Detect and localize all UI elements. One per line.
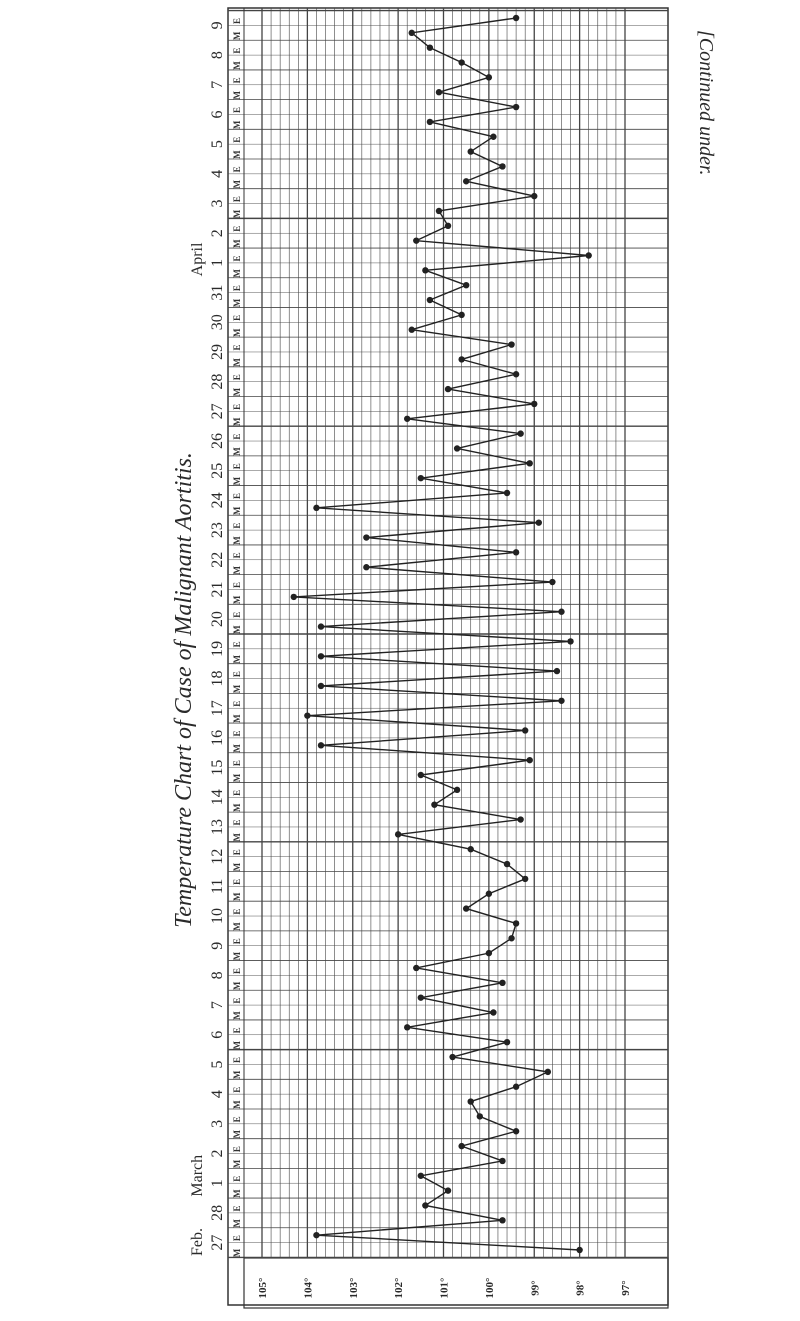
reading-label: M	[232, 1189, 242, 1198]
reading-label: M	[232, 328, 242, 337]
morning-point	[418, 475, 424, 481]
morning-point	[318, 623, 324, 629]
temperature-tick-label: 99°	[529, 1280, 542, 1296]
reading-label: E	[232, 819, 242, 826]
day-label: 4	[209, 169, 226, 178]
morning-point	[490, 1009, 496, 1015]
day-label: 23	[209, 522, 226, 539]
reading-label: M	[232, 684, 242, 694]
reading-label: E	[232, 641, 242, 648]
reading-label: M	[232, 803, 242, 812]
reading-label: E	[232, 196, 242, 203]
evening-point	[427, 44, 433, 50]
continued-note: [Continued under.	[695, 30, 717, 176]
month-label: April	[189, 242, 206, 277]
morning-point	[468, 1098, 474, 1104]
morning-point	[318, 683, 324, 689]
morning-point	[427, 119, 433, 125]
evening-point	[422, 1202, 428, 1208]
day-label: 3	[209, 199, 226, 208]
reading-label: E	[232, 166, 242, 173]
day-label: 29	[209, 343, 226, 360]
reading-label: M	[232, 833, 242, 842]
reading-label: M	[232, 536, 242, 545]
day-label: 2	[209, 229, 226, 238]
morning-point	[291, 594, 297, 600]
reading-label: E	[232, 255, 242, 262]
reading-label: E	[232, 730, 242, 737]
morning-point	[445, 1187, 451, 1193]
reading-label: E	[232, 225, 242, 232]
temperature-tick-label: 102°	[393, 1277, 406, 1299]
day-label: 8	[209, 971, 226, 980]
evening-point	[558, 698, 564, 704]
evening-point	[499, 163, 505, 169]
reading-label: M	[232, 892, 242, 902]
day-label: 6	[209, 1030, 226, 1039]
temperature-tick-label: 100°	[483, 1277, 496, 1299]
morning-point	[395, 831, 401, 837]
evening-point	[458, 1143, 464, 1149]
evening-point	[404, 1024, 410, 1030]
morning-point	[499, 980, 505, 986]
morning-point	[458, 59, 464, 65]
morning-point	[313, 505, 319, 511]
reading-label: E	[232, 849, 242, 856]
reading-label: M	[232, 1219, 242, 1228]
reading-label: E	[232, 997, 242, 1004]
reading-label: E	[232, 938, 242, 945]
day-label: 21	[209, 581, 226, 598]
evening-point	[504, 490, 510, 496]
day-label: 30	[209, 314, 226, 331]
evening-point	[513, 549, 519, 555]
reading-label: M	[232, 239, 242, 248]
reading-label: E	[232, 17, 242, 25]
day-label: 12	[209, 848, 226, 865]
day-label: 24	[209, 492, 226, 509]
day-label: 7	[209, 1001, 226, 1010]
chart-grid	[228, 8, 668, 1308]
day-label: 11	[209, 878, 226, 895]
reading-label: E	[232, 1146, 242, 1153]
day-label: 9	[209, 941, 226, 950]
reading-label: E	[232, 789, 242, 796]
reading-label: M	[232, 476, 242, 486]
reading-label: M	[232, 951, 242, 961]
evening-point	[486, 74, 492, 80]
day-label: 7	[209, 80, 226, 89]
reading-label: M	[232, 61, 242, 70]
evening-point	[508, 341, 514, 347]
reading-row	[232, 18, 242, 1257]
morning-point	[431, 801, 437, 807]
reading-label: M	[232, 1011, 242, 1020]
reading-label: M	[232, 209, 242, 219]
morning-point	[318, 742, 324, 748]
morning-point	[427, 297, 433, 303]
reading-label: E	[232, 522, 242, 529]
morning-point	[454, 445, 460, 451]
morning-point	[413, 237, 419, 243]
evening-point	[490, 134, 496, 140]
day-label: 5	[209, 140, 226, 149]
chart-title: Temperature Chart of Case of Malignant Aortitis.	[171, 452, 197, 928]
reading-label: E	[232, 1205, 242, 1212]
reading-label: E	[232, 1175, 242, 1182]
reading-label: E	[232, 344, 242, 351]
day-label: 28	[209, 373, 226, 390]
morning-point	[363, 564, 369, 570]
temperature-axis	[257, 1278, 632, 1299]
evening-point	[513, 1084, 519, 1090]
day-label: 22	[209, 551, 226, 568]
evening-point	[508, 935, 514, 941]
day-label: 5	[209, 1060, 226, 1069]
day-label: 8	[209, 51, 226, 60]
morning-point	[422, 267, 428, 273]
evening-point	[527, 460, 533, 466]
morning-point	[458, 356, 464, 362]
reading-label: E	[232, 433, 242, 440]
evening-point	[549, 579, 555, 585]
reading-label: M	[232, 180, 242, 189]
reading-label: E	[232, 1057, 242, 1064]
evening-point	[527, 757, 533, 763]
reading-label: M	[232, 625, 242, 634]
day-label: 4	[209, 1090, 226, 1099]
morning-point	[318, 653, 324, 659]
morning-point	[404, 416, 410, 422]
reading-label: E	[232, 136, 242, 143]
day-label: 10	[209, 908, 226, 925]
reading-label: M	[232, 1100, 242, 1109]
day-label: 31	[209, 284, 226, 301]
evening-point	[463, 282, 469, 288]
evening-point	[536, 519, 542, 525]
day-label: 20	[209, 611, 226, 628]
evening-point	[313, 1232, 319, 1238]
evening-point	[554, 668, 560, 674]
evening-point	[468, 846, 474, 852]
reading-label: M	[232, 595, 242, 605]
morning-point	[445, 386, 451, 392]
reading-label: E	[232, 107, 242, 114]
reading-label: E	[232, 967, 242, 974]
reading-label: E	[232, 700, 242, 707]
temperature-tick-label: 104°	[302, 1277, 315, 1299]
reading-label: M	[232, 744, 242, 753]
reading-label: E	[232, 908, 242, 915]
evening-point	[454, 787, 460, 793]
morning-point	[504, 861, 510, 867]
morning-point	[468, 148, 474, 154]
temperature-tick-label: 101°	[438, 1277, 451, 1299]
reading-label: M	[232, 31, 242, 41]
evening-point	[522, 727, 528, 733]
day-label: 15	[209, 759, 226, 776]
evening-point	[567, 638, 573, 644]
evening-point	[513, 15, 519, 21]
morning-point	[513, 1128, 519, 1134]
reading-label: E	[232, 314, 242, 321]
morning-point	[499, 1217, 505, 1223]
reading-label: M	[232, 773, 242, 783]
temperature-tick-label: 103°	[347, 1277, 360, 1299]
morning-point	[463, 178, 469, 184]
evening-point	[522, 876, 528, 882]
evening-point	[513, 104, 519, 110]
reading-label: E	[232, 582, 242, 589]
reading-label: M	[232, 1130, 242, 1139]
reading-label: E	[232, 1086, 242, 1093]
evening-point	[558, 609, 564, 615]
evening-point	[458, 312, 464, 318]
day-label: 14	[209, 789, 226, 806]
reading-label: E	[232, 374, 242, 381]
evening-point	[418, 1173, 424, 1179]
day-label: 6	[209, 110, 226, 119]
reading-label: E	[232, 285, 242, 292]
evening-point	[418, 994, 424, 1000]
reading-label: E	[232, 492, 242, 499]
morning-point	[576, 1247, 582, 1253]
morning-point	[418, 772, 424, 778]
reading-label: M	[232, 358, 242, 367]
reading-label: M	[232, 447, 242, 456]
day-label: 28	[209, 1204, 226, 1221]
reading-label: M	[232, 1070, 242, 1080]
chart-frame	[228, 8, 668, 1305]
day-label: 13	[209, 818, 226, 835]
day-label: 17	[209, 700, 226, 717]
temperature-tick-label: 98°	[574, 1280, 587, 1296]
reading-label: E	[232, 552, 242, 559]
morning-point	[409, 327, 415, 333]
evening-point	[531, 401, 537, 407]
morning-point	[499, 1158, 505, 1164]
reading-label: E	[232, 878, 242, 885]
evening-point	[586, 252, 592, 258]
morning-point	[304, 712, 310, 718]
morning-point	[486, 891, 492, 897]
evening-point	[445, 223, 451, 229]
reading-label: E	[232, 671, 242, 678]
day-label: 27	[209, 403, 226, 420]
evening-point	[517, 816, 523, 822]
morning-point	[409, 30, 415, 36]
morning-point	[486, 950, 492, 956]
morning-point	[504, 1039, 510, 1045]
day-label: 25	[209, 462, 226, 479]
morning-point	[545, 1069, 551, 1075]
reading-label: M	[232, 150, 242, 159]
reading-label: M	[232, 655, 242, 664]
temperature-tick-label: 105°	[257, 1277, 269, 1299]
day-label: 16	[209, 729, 226, 746]
evening-point	[531, 193, 537, 199]
reading-label: M	[232, 417, 242, 427]
evening-point	[513, 371, 519, 377]
day-label: 2	[209, 1149, 226, 1158]
day-label: 1	[209, 1179, 226, 1188]
reading-label: M	[232, 981, 242, 991]
morning-point	[363, 534, 369, 540]
day-label: 26	[209, 433, 226, 450]
reading-label: M	[232, 120, 242, 130]
evening-point	[463, 905, 469, 911]
reading-label: M	[232, 565, 242, 575]
reading-label: E	[232, 47, 242, 54]
reading-label: M	[232, 298, 242, 308]
reading-label: E	[232, 760, 242, 767]
reading-label: M	[232, 1159, 242, 1169]
reading-label: E	[232, 77, 242, 84]
day-label: 9	[209, 21, 226, 30]
evening-point	[413, 965, 419, 971]
morning-point	[436, 208, 442, 214]
day-label: 3	[209, 1119, 226, 1128]
day-label: 18	[209, 670, 226, 687]
reading-label: M	[232, 269, 242, 278]
reading-label: M	[232, 387, 242, 397]
reading-label: E	[232, 611, 242, 618]
evening-point	[477, 1113, 483, 1119]
reading-label: E	[232, 463, 242, 470]
reading-label: E	[232, 403, 242, 410]
day-label: 19	[209, 640, 226, 657]
reading-label: M	[232, 714, 242, 723]
temperature-tick-label: 97°	[620, 1280, 632, 1296]
month-label: March	[189, 1154, 206, 1197]
reading-label: E	[232, 1027, 242, 1034]
reading-label: M	[232, 90, 242, 100]
reading-label: M	[232, 862, 242, 872]
day-label: 27	[209, 1234, 226, 1251]
month-label: Feb.	[189, 1228, 206, 1256]
reading-label: M	[232, 506, 242, 516]
reading-label: E	[232, 1116, 242, 1123]
morning-point	[513, 920, 519, 926]
reading-label: M	[232, 922, 242, 931]
day-label: 1	[209, 258, 226, 267]
evening-point	[517, 430, 523, 436]
reading-label: E	[232, 1235, 242, 1242]
morning-point	[436, 89, 442, 95]
reading-label: M	[232, 1248, 242, 1258]
reading-label: M	[232, 1040, 242, 1050]
evening-point	[449, 1054, 455, 1060]
